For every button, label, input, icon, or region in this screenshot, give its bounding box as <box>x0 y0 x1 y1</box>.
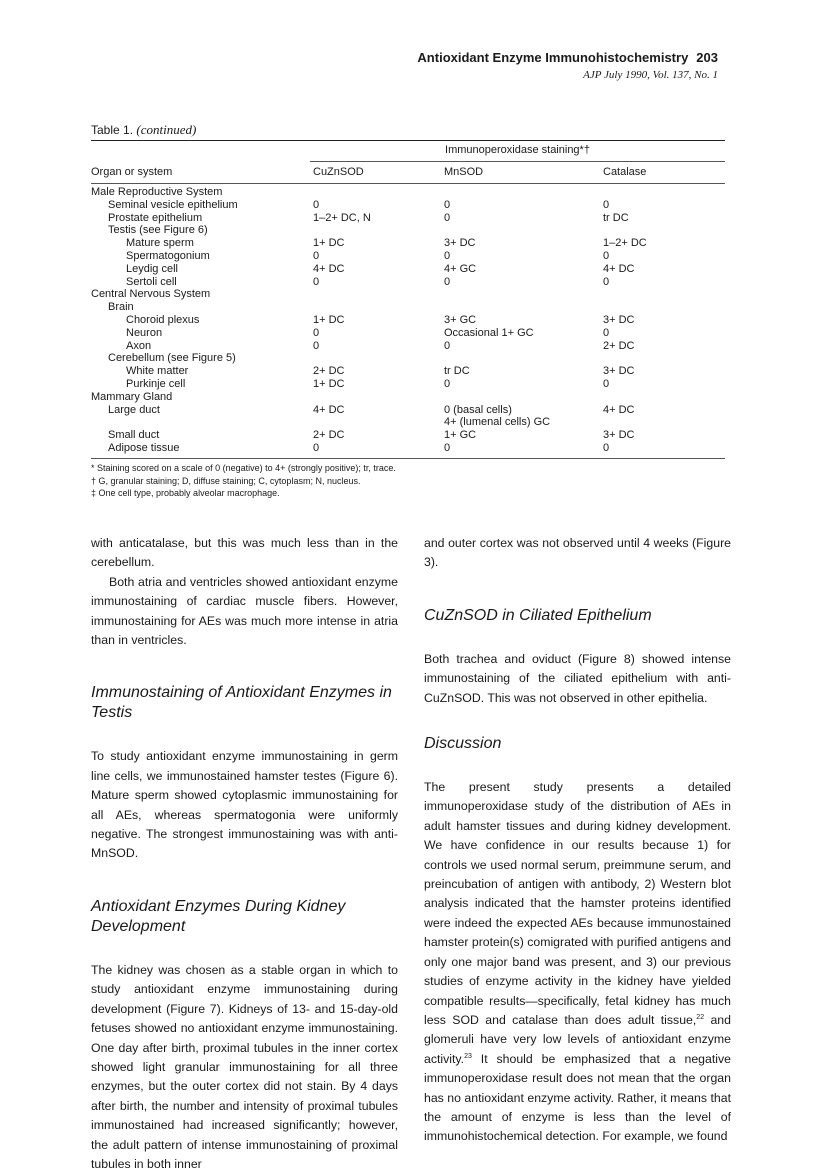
column-header-mnsod: MnSOD <box>444 166 484 178</box>
table-header-rule <box>91 183 725 184</box>
journal-citation: AJP July 1990, Vol. 137, No. 1 <box>583 69 718 81</box>
running-title: Antioxidant Enzyme Immunohistochemistry <box>417 50 689 65</box>
table-row <box>91 391 725 404</box>
cell-catalase: 2+ DC <box>603 339 635 352</box>
table-row <box>91 416 725 429</box>
table-row <box>91 340 725 353</box>
cell-catalase: 4+ DC <box>603 262 635 275</box>
paragraph: with anticatalase, but this was much less than in the cerebellum. <box>91 536 398 570</box>
table-row <box>91 327 725 340</box>
section-heading: Discussion <box>424 735 502 753</box>
reference-23: 23 <box>464 1052 472 1060</box>
left-column <box>91 534 398 1174</box>
table-bottom-rule <box>91 458 725 459</box>
cell-cuznsod: 0 <box>313 249 320 262</box>
cell-organ: Purkinje cell <box>126 377 186 390</box>
running-head <box>417 50 718 82</box>
cell-mnsod: 4+ GC <box>444 262 477 275</box>
section-heading: Immunostaining of Antioxidant Enzymes in Testis <box>91 684 392 722</box>
table-row <box>91 199 725 212</box>
cell-cuznsod: 2+ DC <box>313 429 345 442</box>
cell-cuznsod: 0 <box>313 441 320 454</box>
table-row <box>91 301 725 314</box>
section-heading: CuZnSOD in Ciliated Epithelium <box>424 606 652 624</box>
cell-catalase: 0 <box>603 249 610 262</box>
cell-catalase: tr DC <box>603 211 629 224</box>
cell-organ: Testis (see Figure 6) <box>108 224 208 237</box>
cell-catalase: 4+ DC <box>603 403 635 416</box>
paragraph: Both atria and ventricles showed antioxidant enzyme immunostaining of cardiac muscle fibers. However, immunostaining for AEs was much more intense in atria than in ventricles. <box>91 574 398 648</box>
cell-cuznsod: 4+ DC <box>313 403 345 416</box>
cell-catalase: 3+ DC <box>603 429 635 442</box>
cell-catalase: 1–2+ DC <box>603 237 647 250</box>
table-caption: Table 1. (continued) <box>91 122 197 137</box>
right-column <box>424 534 731 1147</box>
cell-mnsod: 4+ (lumenal cells) GC <box>444 416 551 429</box>
cell-mnsod: 0 <box>444 377 451 390</box>
cell-organ: Mammary Gland <box>91 390 173 403</box>
cell-mnsod: 0 <box>444 249 451 262</box>
table-row <box>91 365 725 378</box>
table-row <box>91 288 725 301</box>
cell-mnsod: 3+ GC <box>444 313 477 326</box>
table-group-header: Immunoperoxidase staining*† <box>445 144 590 156</box>
cell-mnsod: Occasional 1+ GC <box>444 326 534 339</box>
cell-cuznsod: 1+ DC <box>313 237 345 250</box>
table-row <box>91 224 725 237</box>
cell-catalase: 3+ DC <box>603 365 635 378</box>
cell-mnsod: 1+ GC <box>444 429 477 442</box>
column-header-organ: Organ or system <box>91 166 173 178</box>
cell-organ: White matter <box>126 365 189 378</box>
table-row <box>91 442 725 455</box>
cell-organ: Seminal vesicle epithelium <box>108 198 238 211</box>
table-row <box>91 404 725 417</box>
cell-mnsod: 0 <box>444 441 451 454</box>
reference-22: 22 <box>696 1013 705 1021</box>
table-row <box>91 276 725 289</box>
page-number: 203 <box>696 50 718 65</box>
table-top-rule <box>91 140 725 141</box>
table-row <box>91 186 725 199</box>
cell-cuznsod: 1–2+ DC, N <box>313 211 371 224</box>
cell-cuznsod: 0 <box>313 326 320 339</box>
table-row <box>91 429 725 442</box>
paragraph: The present study presents a detailed immunoperoxidase study of the distribution of AEs in adult hamster tissues and during kidney development. We have confidence in our results because 1) for controls we used normal serum, preimmune serum, and preincubation of antigen with antibody, 2) Western blot analysis indicated that the hamster proteins identified were indeed the expected AEs because immunostained hamster protein(s) comigrated with purified antigens and only one major band was present, and 3) our previous studies of enzyme activity in the kidney have yielded compatible results—specifically, fetal kidney has much less SOD and catalase than does adult tissue,$^{22}$ and glomeruli have very low levels of antioxidant enzyme activity.$^{23}$ It should be emphasized that a negative immunoperoxidase result does not mean that the organ has no antioxidant enzyme activity. Rather, it means that the amount of enzyme is less than the level of immunohistochemical detection. For example, we found <box>424 780 731 1144</box>
cell-mnsod: 3+ DC <box>444 237 476 250</box>
table-footnote: † G, granular staining; D, diffuse staining; C, cytoplasm; N, nucleus. <box>91 476 361 486</box>
cell-organ: Small duct <box>108 429 160 442</box>
cell-cuznsod: 4+ DC <box>313 262 345 275</box>
cell-cuznsod: 0 <box>313 339 320 352</box>
cell-organ: Large duct <box>108 403 160 416</box>
section-heading: Antioxidant Enzymes During Kidney Development <box>91 897 346 935</box>
cell-organ: Male Reproductive System <box>91 186 223 198</box>
cell-organ: Spermatogonium <box>126 249 210 262</box>
cell-mnsod: 0 <box>444 211 451 224</box>
cell-mnsod: 0 <box>444 339 451 352</box>
table-row <box>91 314 725 327</box>
table-group-rule <box>310 161 725 162</box>
table-row <box>91 352 725 365</box>
cell-mnsod: tr DC <box>444 365 470 378</box>
table-row <box>91 212 725 225</box>
cell-organ: Sertoli cell <box>126 275 177 288</box>
cell-organ: Neuron <box>126 326 163 339</box>
table-row <box>91 237 725 250</box>
cell-organ: Axon <box>126 339 152 352</box>
table-row <box>91 378 725 391</box>
cell-mnsod: 0 <box>444 275 451 288</box>
cell-catalase: 0 <box>603 275 610 288</box>
cell-catalase: 3+ DC <box>603 313 635 326</box>
cell-organ: Cerebellum (see Figure 5) <box>108 352 236 365</box>
cell-organ: Central Nervous System <box>91 288 211 301</box>
cell-mnsod: 0 (basal cells) <box>444 403 512 416</box>
cell-catalase: 0 <box>603 441 610 454</box>
paragraph: Both trachea and oviduct (Figure 8) showed intense immunostaining of the ciliated epithelium with anti-CuZnSOD. This was not observed in other epithelia. <box>424 651 731 705</box>
cell-cuznsod: 1+ DC <box>313 313 345 326</box>
cell-organ: Brain <box>108 301 134 314</box>
table-footnote: * Staining scored on a scale of 0 (negative) to 4+ (strongly positive); tr, trace. <box>91 463 396 473</box>
paragraph: To study antioxidant enzyme immunostaining in germ line cells, we immunostained hamster testes (Figure 6). Mature sperm showed cytoplasmic immunostaining for all AEs, whereas spermatogonia were uniformly negative. The strongest immunostaining was with anti-MnSOD. <box>91 749 398 861</box>
cell-cuznsod: 0 <box>313 198 320 211</box>
column-header-cuznsod: CuZnSOD <box>313 166 364 178</box>
cell-cuznsod: 2+ DC <box>313 365 345 378</box>
cell-catalase: 0 <box>603 326 610 339</box>
cell-organ: Choroid plexus <box>126 313 200 326</box>
column-header-catalase: Catalase <box>603 166 647 178</box>
cell-organ: Adipose tissue <box>108 441 180 454</box>
table-row <box>91 250 725 263</box>
cell-organ: Mature sperm <box>126 237 194 250</box>
cell-mnsod: 0 <box>444 198 451 211</box>
cell-organ: Prostate epithelium <box>108 211 203 224</box>
cell-cuznsod: 1+ DC <box>313 377 345 390</box>
cell-catalase: 0 <box>603 198 610 211</box>
table-body <box>91 186 725 455</box>
table-row <box>91 263 725 276</box>
paragraph: The kidney was chosen as a stable organ in which to study antioxidant enzyme immunostaining during development (Figure 7). Kidneys of 13- and 15-day-old fetuses showed no antioxidant enzyme immunostaining. One day after birth, proximal tubules in the inner cortex showed light granular immunostaining for all three enzymes, but the outer cortex did not stain. By 4 days after birth, the number and intensity of proximal tubules immunostained had increased significantly; however, the adult pattern of intense immunostaining of proximal tubules in both inner <box>91 962 398 1171</box>
cell-organ: Leydig cell <box>126 262 178 275</box>
cell-cuznsod: 0 <box>313 275 320 288</box>
table-footnote: ‡ One cell type, probably alveolar macrophage. <box>91 488 280 498</box>
cell-catalase: 0 <box>603 377 610 390</box>
paragraph: and outer cortex was not observed until 4 weeks (Figure 3). <box>424 536 731 570</box>
